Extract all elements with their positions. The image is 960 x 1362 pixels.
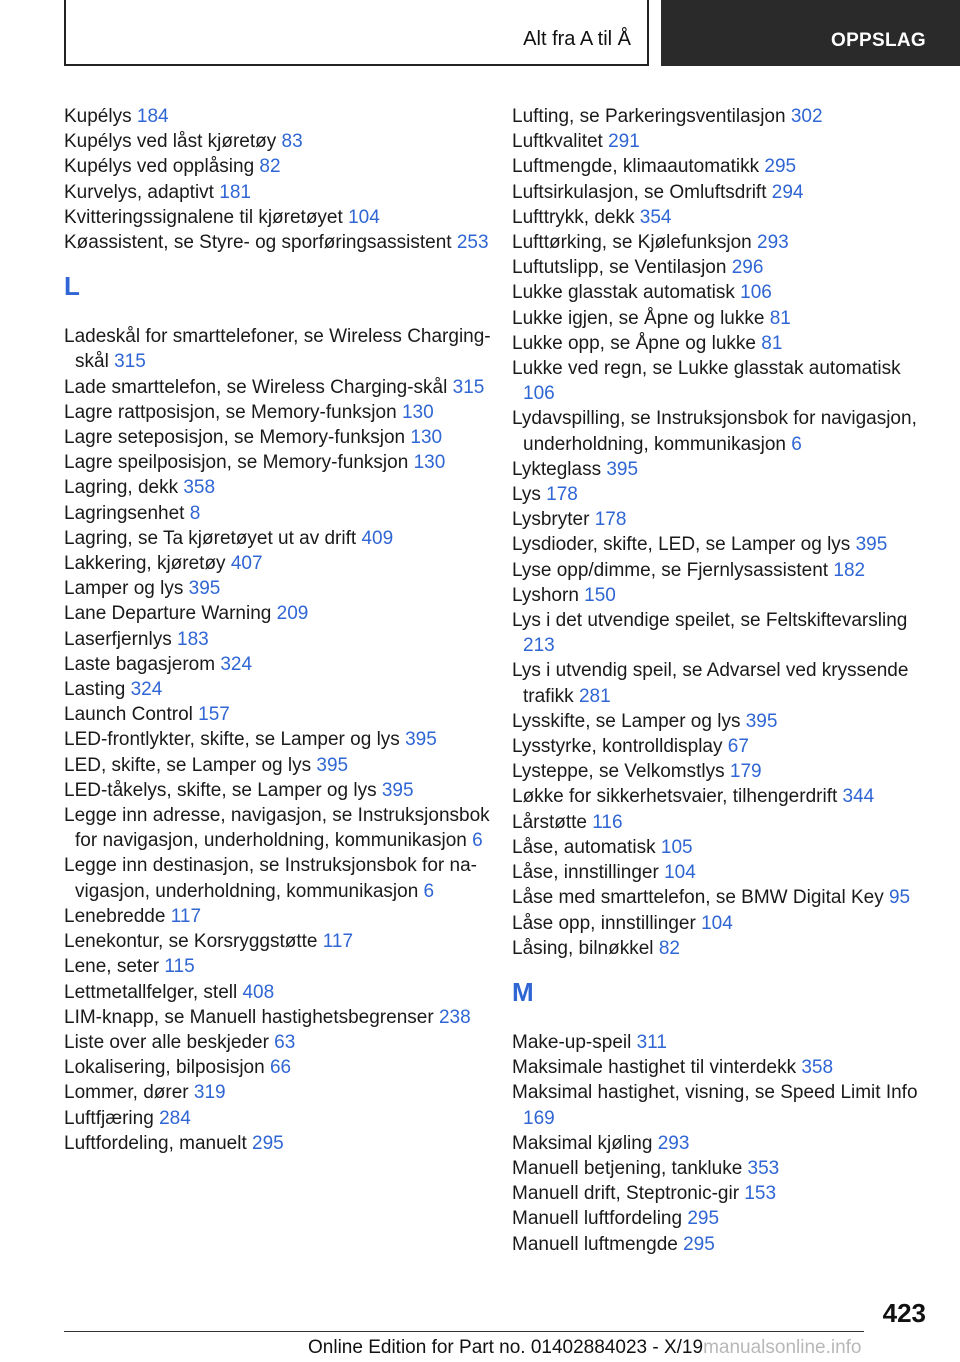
index-entry — [512, 608, 932, 658]
page-reference-link[interactable]: 184 — [136, 106, 169, 127]
index-entry — [64, 803, 494, 853]
index-term: Luftfjæring — [64, 1107, 154, 1129]
index-term: Lenekontur, se Korsryggstøtte — [64, 931, 318, 953]
index-term: Lukke glasstak automatisk — [512, 282, 735, 304]
page-reference-link[interactable]: 183 — [177, 628, 209, 650]
page-reference-link[interactable]: 395 — [316, 754, 349, 776]
page-reference-link[interactable]: 153 — [744, 1183, 777, 1205]
index-term: Legge inn destinasjon, se Instruksjonsbok for navigasjon, underholdning, kommunikasjon — [64, 855, 477, 902]
page-reference-link[interactable]: 253 — [456, 232, 489, 254]
index-term: Liste over alle beskjeder — [64, 1031, 269, 1053]
index-term: Lane Departure Warning — [64, 603, 272, 625]
page-reference-link[interactable]: 83 — [281, 131, 303, 153]
index-term: Lade smarttelefon, se Wireless Charging-skål — [64, 376, 448, 398]
index-term: Kupélys — [64, 106, 132, 127]
index-term: Make-up-speil — [512, 1031, 632, 1053]
page-reference-link[interactable]: 319 — [193, 1082, 226, 1104]
index-entry — [512, 759, 932, 784]
index-entry — [512, 180, 932, 205]
index-entry — [64, 324, 494, 374]
index-term: Lene, seter — [64, 956, 160, 978]
index-term: Luftkvalitet — [512, 131, 603, 153]
index-term: Lommer, dører — [64, 1082, 189, 1104]
page-reference-link[interactable]: 106 — [523, 383, 555, 405]
index-entry — [512, 936, 932, 961]
index-term: Lukke igjen, se Åpne og lukke — [512, 307, 765, 329]
index-entry — [64, 180, 494, 205]
index-entry — [64, 551, 494, 576]
page-reference-link[interactable]: 315 — [452, 376, 485, 398]
index-term: Lufttrykk, dekk — [512, 206, 635, 228]
page-reference-link[interactable]: 117 — [322, 931, 354, 953]
page-reference-link[interactable]: 395 — [745, 710, 778, 732]
index-entry — [64, 450, 494, 475]
page-reference-link[interactable]: 284 — [159, 1107, 191, 1129]
index-entry — [64, 727, 494, 752]
index-term: Luftutslipp, se Ventilasjon — [512, 257, 727, 279]
index-term: Køassistent, se Styre- og sporføringsassistent — [64, 232, 452, 254]
page-reference-link[interactable]: 293 — [657, 1132, 690, 1154]
index-term: Launch Control — [64, 704, 193, 726]
page-reference-link[interactable]: 6 — [472, 830, 483, 852]
page-reference-link[interactable]: 209 — [276, 603, 309, 625]
index-term: LIM-knapp, se Manuell hastighetsbegrenser — [64, 1006, 434, 1028]
index-column-left — [64, 104, 494, 1156]
index-term: Lagringsenhet — [64, 502, 185, 524]
index-entry — [512, 457, 932, 482]
page-reference-link[interactable]: 157 — [198, 704, 230, 726]
page-reference-link[interactable]: 181 — [219, 181, 251, 203]
page-reference-link[interactable]: 324 — [130, 679, 163, 701]
page-reference-link[interactable]: 408 — [242, 981, 275, 1003]
page-reference-link[interactable]: 315 — [114, 351, 146, 373]
index-term: Maksimal kjøling — [512, 1132, 653, 1154]
index-entry — [512, 1055, 932, 1080]
index-term: Ladeskål for smarttelefoner, se Wireless Charging-skål — [64, 326, 491, 373]
index-entry — [512, 482, 932, 507]
page-reference-link[interactable]: 179 — [729, 761, 762, 783]
index-entry — [64, 154, 494, 179]
index-entry — [64, 1106, 494, 1131]
index-entry — [512, 280, 932, 305]
page-reference-link[interactable]: 105 — [660, 836, 693, 858]
index-term: Låse opp, innstillinger — [512, 912, 696, 934]
page-reference-link[interactable]: 294 — [771, 181, 804, 203]
index-entry — [512, 911, 932, 936]
footer-watermark: manualsonline.info — [703, 1337, 862, 1358]
index-entry — [512, 306, 932, 331]
index-term: Lysteppe, se Velkomstlys — [512, 761, 725, 783]
index-term: Maksimal hastighet, visning, se Speed Limit Info — [512, 1082, 918, 1104]
index-term: Lagring, dekk — [64, 477, 179, 499]
index-entry — [64, 677, 494, 702]
index-entry — [64, 1030, 494, 1055]
page-reference-link[interactable]: 395 — [405, 729, 437, 751]
index-entry — [512, 558, 932, 583]
page-reference-link[interactable]: 117 — [170, 905, 202, 927]
index-term: Lysbryter — [512, 509, 590, 531]
page-reference-link[interactable]: 6 — [423, 880, 435, 902]
page-reference-link[interactable]: 104 — [664, 862, 696, 884]
index-entry — [64, 129, 494, 154]
page-reference-link[interactable]: 63 — [274, 1031, 296, 1053]
index-entry — [64, 375, 494, 400]
index-term: Manuell luftmengde — [512, 1233, 678, 1255]
index-term: Lys i utvendig speil, se Advarsel ved kryssende trafikk — [512, 660, 909, 707]
page-reference-link[interactable]: 82 — [658, 937, 680, 959]
index-term: Manuell drift, Steptronic-gir — [512, 1183, 740, 1205]
page-reference-link[interactable]: 409 — [361, 527, 394, 549]
index-term: Låsing, bilnøkkel — [512, 937, 654, 959]
index-entry — [64, 980, 494, 1005]
index-entry — [64, 601, 494, 626]
index-term: Lasting — [64, 679, 126, 701]
index-entry — [64, 475, 494, 500]
page-reference-link[interactable]: 213 — [523, 635, 555, 657]
index-term: Lydavspilling, se Instruksjonsbok for navigasjon, underholdning, kommunikasjon — [512, 408, 917, 455]
index-entry — [512, 356, 932, 406]
page-reference-link[interactable]: 67 — [727, 736, 749, 758]
index-term: Lysskifte, se Lamper og lys — [512, 710, 741, 732]
index-entry — [512, 230, 932, 255]
page-reference-link[interactable]: 295 — [683, 1233, 715, 1255]
index-letter-heading: M — [512, 976, 534, 1007]
index-term: Kurvelys, adaptivt — [64, 181, 214, 203]
index-term: Lagre rattposisjon, se Memory-funksjon — [64, 401, 397, 423]
index-term: Kvitteringssignalene til kjøretøyet — [64, 206, 343, 228]
page-reference-link[interactable]: 182 — [833, 559, 866, 581]
index-term: Kupélys ved opplåsing — [64, 156, 255, 178]
page-reference-link[interactable]: 344 — [842, 786, 875, 808]
index-term: Låse med smarttelefon, se BMW Digital Key — [512, 887, 884, 909]
page-reference-link[interactable]: 66 — [269, 1057, 292, 1079]
index-entry — [512, 154, 932, 179]
index-entry — [64, 627, 494, 652]
index-term: Lysdioder, skifte, LED, se Lamper og lys — [512, 534, 851, 556]
index-term: Lagre speilposisjon, se Memory-funksjon — [64, 452, 409, 474]
index-entry — [512, 583, 932, 608]
index-entry — [512, 1080, 932, 1130]
index-term: Lufttørking, se Kjølefunksjon — [512, 232, 752, 254]
page-reference-link[interactable]: 130 — [401, 401, 434, 423]
index-entry — [512, 255, 932, 280]
page-reference-link[interactable]: 115 — [164, 956, 195, 978]
index-term: Manuell betjening, tankluke — [512, 1157, 743, 1179]
index-term: Lysstyrke, kontrolldisplay — [512, 736, 723, 758]
page-reference-link[interactable]: 291 — [608, 131, 640, 153]
index-term: Lakkering, kjøretøy — [64, 553, 226, 575]
index-entry — [64, 929, 494, 954]
index-term: Låse, innstillinger — [512, 862, 659, 884]
index-term: Lys i det utvendige speilet, se Feltskiftevarsling — [512, 610, 908, 632]
index-entry — [512, 406, 932, 456]
index-term: Laste bagasjerom — [64, 653, 216, 675]
index-entry — [64, 1131, 494, 1156]
chapter-title: OPPSLAG — [830, 30, 926, 51]
index-column-right — [512, 104, 932, 1257]
index-entry — [512, 835, 932, 860]
page-reference-link[interactable]: 407 — [230, 553, 263, 575]
index-term: Lyse opp/dimme, se Fjernlysassistent — [512, 559, 829, 581]
page-reference-link[interactable]: 6 — [791, 433, 802, 455]
index-entry — [64, 501, 494, 526]
index-entry — [64, 778, 494, 803]
page-reference-link[interactable]: 130 — [410, 427, 443, 449]
page-reference-link[interactable]: 81 — [761, 332, 783, 354]
page-reference-link[interactable]: 353 — [747, 1157, 780, 1179]
page-reference-link[interactable]: 295 — [764, 156, 797, 178]
page-reference-link[interactable]: 395 — [855, 534, 888, 556]
page-reference-link[interactable]: 106 — [740, 282, 772, 304]
page-reference-link[interactable]: 8 — [189, 502, 201, 524]
index-entry — [512, 331, 932, 356]
index-entry — [64, 425, 494, 450]
index-entry — [512, 658, 932, 708]
index-entry — [512, 129, 932, 154]
index-entry — [64, 1080, 494, 1105]
page-reference-link[interactable]: 81 — [769, 307, 791, 329]
index-entry — [512, 1156, 932, 1181]
index-term: Lukke ved regn, se Lukke glasstak automatisk — [512, 358, 901, 380]
index-term: Laserfjernlys — [64, 628, 172, 650]
index-entry — [64, 652, 494, 677]
page-reference-link[interactable]: 104 — [701, 912, 733, 934]
index-entry — [512, 1181, 932, 1206]
page-reference-link[interactable]: 178 — [546, 484, 578, 506]
page-reference-link[interactable]: 95 — [888, 887, 911, 909]
page-reference-link[interactable]: 281 — [578, 685, 611, 707]
page-reference-link[interactable]: 238 — [438, 1006, 471, 1028]
index-term: LED-tåkelys, skifte, se Lamper og lys — [64, 779, 377, 801]
page-reference-link[interactable]: 295 — [687, 1208, 720, 1230]
index-term: Maksimale hastighet til vinterdekk — [512, 1057, 797, 1079]
page-reference-link[interactable]: 395 — [381, 779, 414, 801]
index-entry — [64, 1055, 494, 1080]
page-reference-link[interactable]: 358 — [183, 477, 216, 499]
index-term: Luftsirkulasjon, se Omluftsdrift — [512, 181, 767, 203]
index-entry — [64, 230, 494, 255]
index-entry — [64, 526, 494, 551]
index-entry — [512, 205, 932, 230]
index-entry — [64, 853, 494, 903]
page-reference-link[interactable]: 324 — [220, 653, 253, 675]
index-entry — [512, 734, 932, 759]
footer — [308, 1337, 862, 1359]
index-term: Lagre seteposisjon, se Memory-funksjon — [64, 427, 406, 449]
index-term: Lokalisering, bilposisjon — [64, 1057, 265, 1079]
index-term: Lys — [512, 484, 541, 506]
index-term: Luftmengde, klimaautomatikk — [512, 156, 760, 178]
index-entry — [512, 810, 932, 835]
index-entry — [512, 1131, 932, 1156]
page-number: 423 — [882, 1298, 926, 1328]
index-term: Løkke for sikkerhetsvaier, tilhengerdrift — [512, 786, 838, 808]
index-entry — [512, 532, 932, 557]
index-entry — [512, 507, 932, 532]
page-reference-link[interactable]: 130 — [413, 452, 446, 474]
index-entry — [64, 904, 494, 929]
index-term: Lårstøtte — [512, 811, 587, 833]
index-entry — [64, 702, 494, 727]
index-term: Lagring, se Ta kjøretøyet ut av drift — [64, 527, 357, 549]
index-entry — [512, 784, 932, 809]
index-entry — [512, 104, 932, 129]
index-term: LED-frontlykter, skifte, se Lamper og lys — [64, 729, 400, 751]
page-reference-link[interactable]: 150 — [584, 584, 616, 606]
section-title: Alt fra A til Å — [523, 28, 631, 50]
index-term: Lukke opp, se Åpne og lukke — [512, 332, 757, 354]
index-entry — [512, 1206, 932, 1231]
index-entry — [64, 205, 494, 230]
page-reference-link[interactable]: 395 — [606, 458, 639, 480]
index-term: Legge inn adresse, navigasjon, se Instruksjonsbok for navigasjon, underholdning, kommunikasjon — [64, 805, 490, 852]
index-term: Kupélys ved låst kjøretøy — [64, 131, 277, 153]
page-reference-link[interactable]: 311 — [636, 1031, 667, 1053]
page-reference-link[interactable]: 82 — [259, 156, 281, 178]
index-entry — [64, 576, 494, 601]
index-letter-heading: L — [64, 271, 80, 302]
index-entry — [512, 885, 932, 910]
page-reference-link[interactable]: 169 — [523, 1107, 555, 1129]
page-reference-link[interactable]: 395 — [188, 578, 221, 600]
index-entry — [64, 753, 494, 778]
page-reference-link[interactable]: 358 — [801, 1057, 834, 1079]
page-reference-link[interactable]: 302 — [790, 106, 823, 127]
index-entry — [512, 860, 932, 885]
index-entry — [512, 709, 932, 734]
index-entry — [64, 104, 494, 129]
index-term: Lamper og lys — [64, 578, 184, 600]
index-term: Lykteglass — [512, 458, 602, 480]
index-term: Lenebredde — [64, 905, 166, 927]
index-entry — [64, 954, 494, 979]
index-term: Lufting, se Parkeringsventilasjon — [512, 106, 786, 127]
index-term: Låse, automatisk — [512, 836, 656, 858]
index-entry — [512, 1030, 932, 1055]
page-reference-link[interactable]: 104 — [348, 206, 380, 228]
index-entry — [64, 1005, 494, 1030]
index-entry — [512, 1232, 932, 1257]
index-term: Manuell luftfordeling — [512, 1208, 683, 1230]
footer-edition: Online Edition for Part no. 01402884023 - X/19 — [308, 1337, 704, 1358]
index-term: Lettmetallfelger, stell — [64, 981, 238, 1003]
footer-divider — [64, 1331, 864, 1332]
page-reference-link[interactable]: 293 — [757, 232, 789, 254]
section-tab — [64, 0, 649, 66]
index-term: Lyshorn — [512, 584, 579, 606]
chapter-tab — [661, 0, 960, 66]
page-header — [64, 0, 960, 66]
page-reference-link[interactable]: 178 — [594, 509, 627, 531]
page-reference-link[interactable]: 296 — [731, 257, 764, 279]
index-term: Luftfordeling, manuelt — [64, 1132, 247, 1154]
page-reference-link[interactable]: 354 — [639, 206, 672, 228]
page-reference-link[interactable]: 116 — [592, 811, 623, 833]
page-reference-link[interactable]: 295 — [252, 1132, 284, 1154]
index-entry — [64, 400, 494, 425]
index-term: LED, skifte, se Lamper og lys — [64, 754, 312, 776]
